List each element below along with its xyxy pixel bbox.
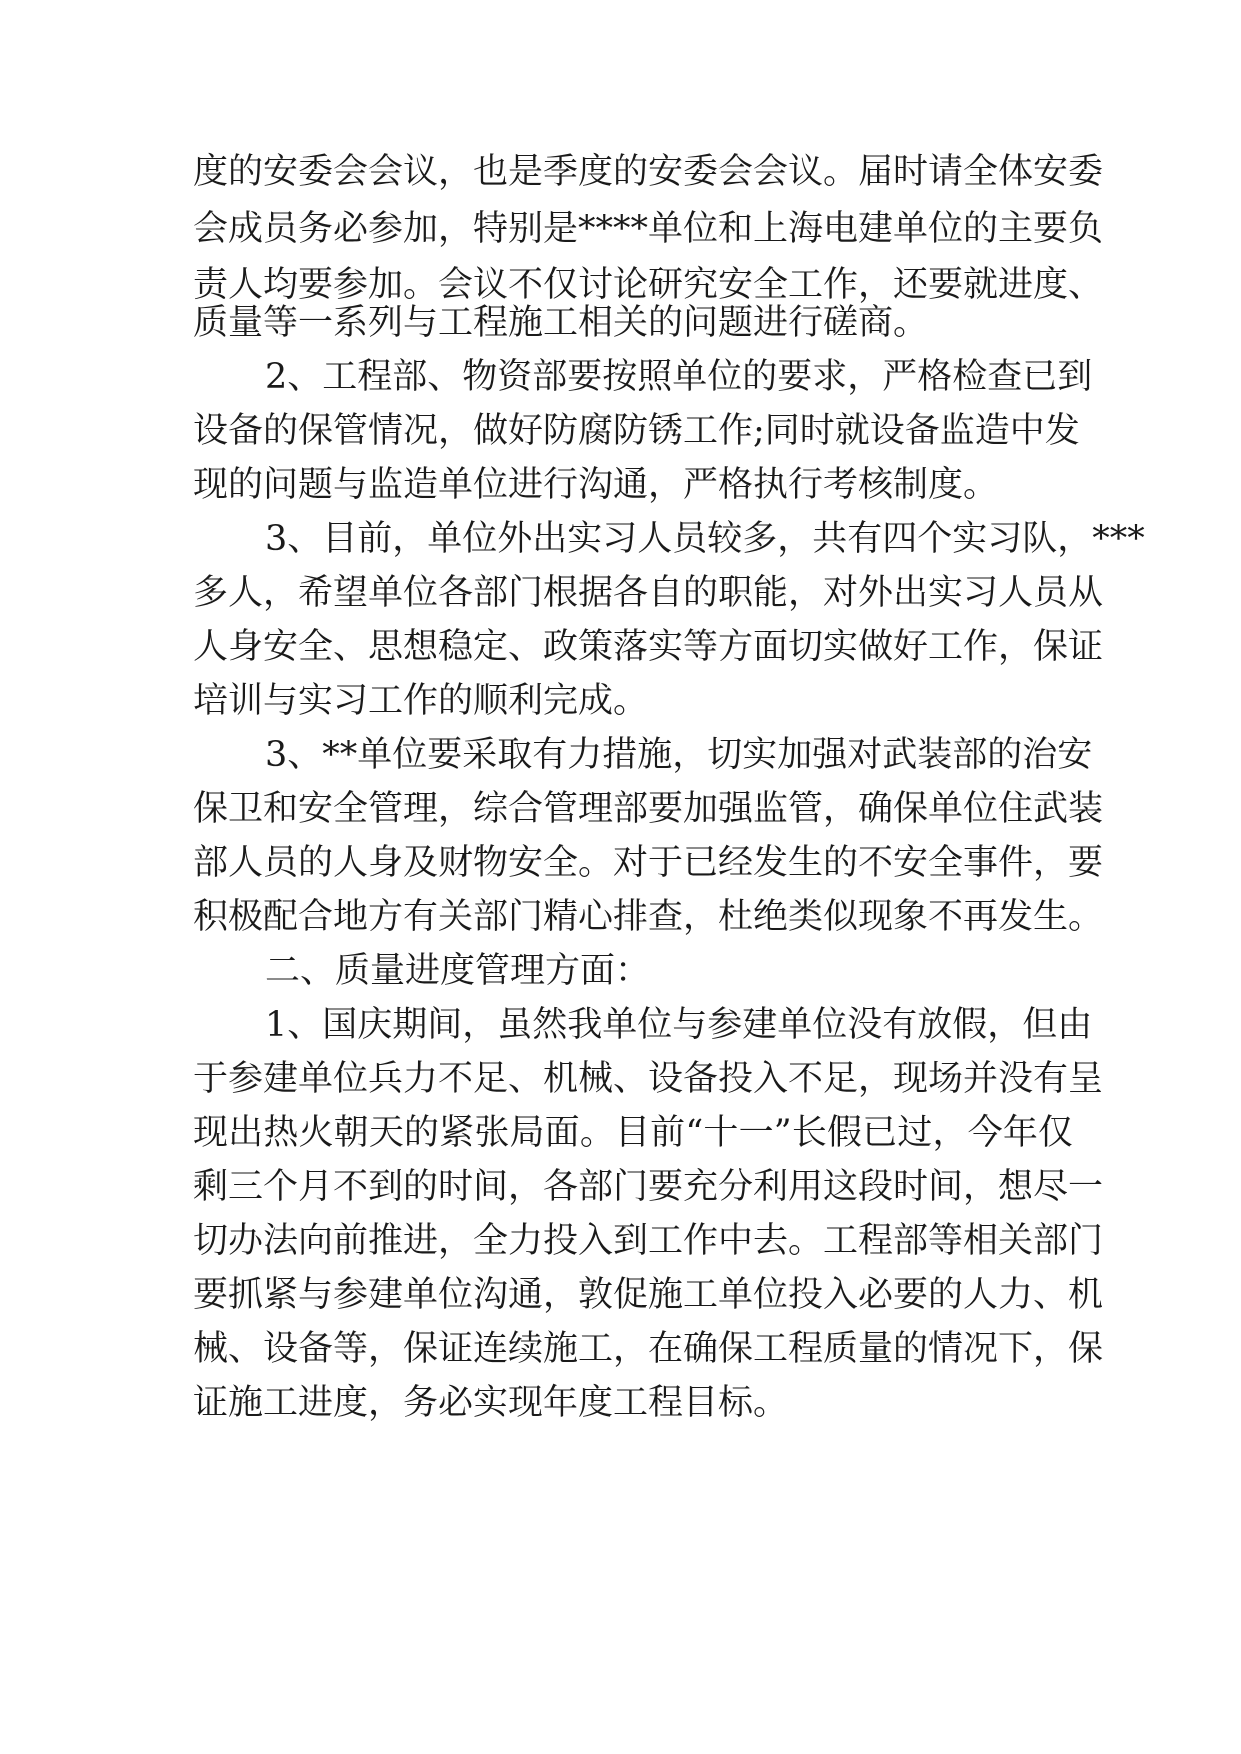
text-line: 1、国庆期间，虽然我单位与参建单位没有放假，但由 [265,1005,1093,1045]
text-line: 械、设备等，保证连续施工，在确保工程质量的情况下，保 [193,1329,1104,1369]
text-line: 积极配合地方有关部门精心排查，杜绝类似现象不再发生。 [193,897,1104,937]
text-line: 人身安全、思想稳定、政策落实等方面切实做好工作，保证 [193,627,1104,667]
text-line: 部人员的人身及财物安全。对于已经发生的不安全事件，要 [193,843,1104,883]
text-line: 责人均要参加。会议不仅讨论研究安全工作，还要就进度、 [193,265,1104,305]
text-line: 于参建单位兵力不足、机械、设备投入不足，现场并没有呈 [193,1059,1104,1099]
text-line: 保卫和安全管理，综合管理部要加强监管，确保单位住武装 [193,789,1104,829]
text-line: 2、工程部、物资部要按照单位的要求，严格检查已到 [265,357,1093,397]
text-line: 现的问题与监造单位进行沟通，严格执行考核制度。 [193,465,999,505]
text-line: 3、**单位要采取有力措施，切实加强对武装部的治安 [265,735,1093,775]
text-line: 会成员务必参加，特别是****单位和上海电建单位的主要负 [193,209,1104,249]
text-line: 现出热火朝天的紧张局面。目前“十一”长假已过，今年仅 [193,1113,1073,1153]
text-line: 要抓紧与参建单位沟通，敦促施工单位投入必要的人力、机 [193,1275,1104,1315]
text-line: 切办法向前推进，全力投入到工作中去。工程部等相关部门 [193,1221,1104,1261]
text-line: 剩三个月不到的时间，各部门要充分利用这段时间，想尽一 [193,1167,1104,1207]
text-line: 设备的保管情况，做好防腐防锈工作;同时就设备监造中发 [193,411,1080,451]
text-line: 多人，希望单位各部门根据各自的职能，对外出实习人员从 [193,573,1104,613]
text-line: 证施工进度，务必实现年度工程目标。 [193,1383,789,1423]
text-line: 培训与实习工作的顺利完成。 [193,681,649,721]
text-line: 质量等一系列与工程施工相关的问题进行磋商。 [193,303,929,343]
text-line: 度的安委会会议，也是季度的安委会会议。届时请全体安委 [193,152,1104,192]
text-line: 3、目前，单位外出实习人员较多，共有四个实习队，*** [265,519,1145,559]
section-heading: 二、质量进度管理方面： [265,951,651,991]
